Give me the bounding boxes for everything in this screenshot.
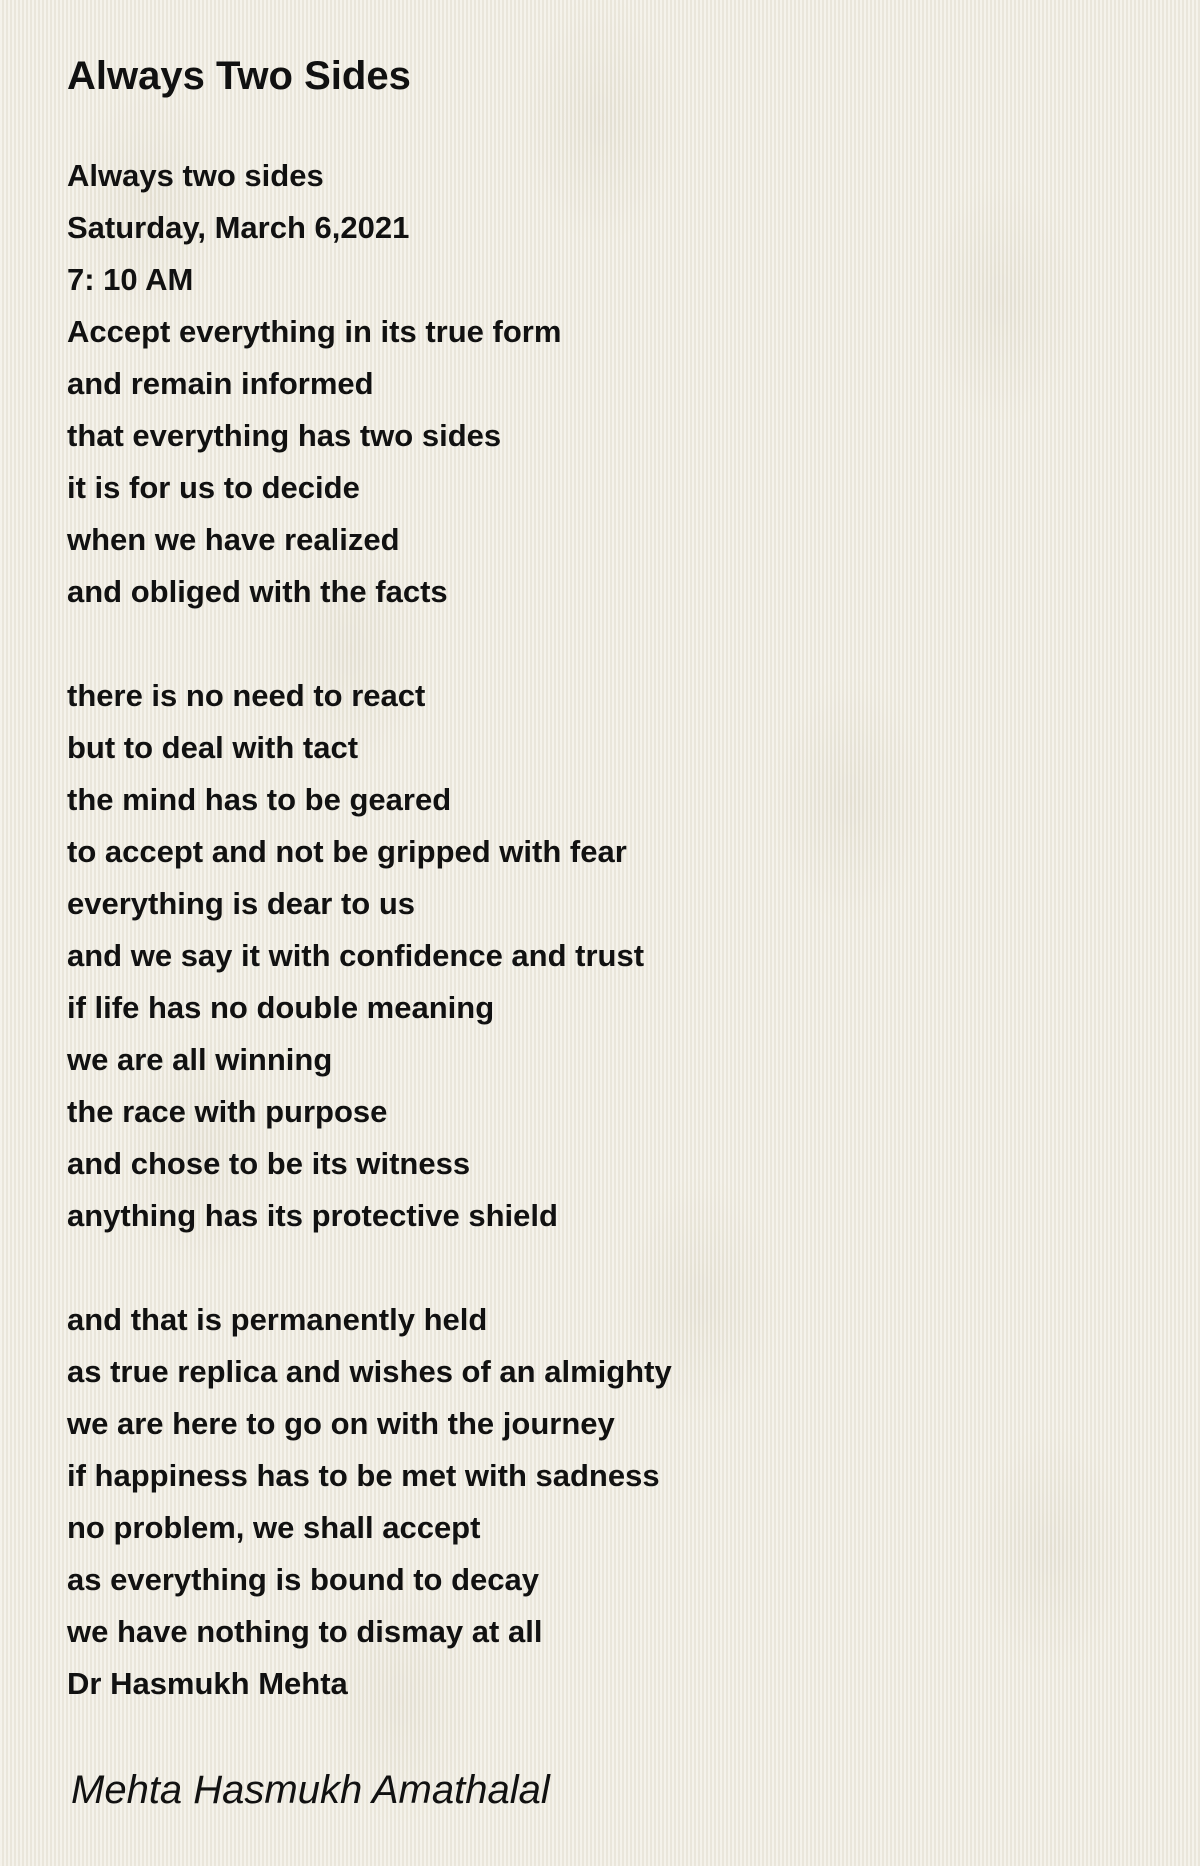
poem-line: we have nothing to dismay at all <box>67 1614 543 1649</box>
poem-line: there is no need to react <box>67 678 426 713</box>
poem-line: to accept and not be gripped with fear <box>67 834 627 869</box>
poem-line: if life has no double meaning <box>67 990 495 1025</box>
poem-line: if happiness has to be met with sadness <box>67 1458 660 1493</box>
poem-line: and obliged with the facts <box>67 574 448 609</box>
stanza-break <box>67 618 672 670</box>
poem-line: and we say it with confidence and trust <box>67 938 645 973</box>
poem-line: everything is dear to us <box>67 886 415 921</box>
poem-signature-line: Dr Hasmukh Mehta <box>67 1666 348 1701</box>
poem-line: Accept everything in its true form <box>67 314 562 349</box>
poem-author: Mehta Hasmukh Amathalal <box>71 1768 550 1812</box>
poem-line: the mind has to be geared <box>67 782 452 817</box>
poem-line: anything has its protective shield <box>67 1198 558 1233</box>
poem-line: and that is permanently held <box>67 1302 488 1337</box>
poem-line: Saturday, March 6,2021 <box>67 210 410 245</box>
poem-body <box>67 150 672 1710</box>
poem-line: the race with purpose <box>67 1094 388 1129</box>
poem-line: and chose to be its witness <box>67 1146 471 1181</box>
poem-line: we are here to go on with the journey <box>67 1406 615 1441</box>
poem-line: and remain informed <box>67 366 374 401</box>
poem-line: no problem, we shall accept <box>67 1510 481 1545</box>
poem-line: as everything is bound to decay <box>67 1562 540 1597</box>
poem-line: 7: 10 AM <box>67 262 194 297</box>
poem-line: when we have realized <box>67 522 400 557</box>
poem-title: Always Two Sides <box>67 54 411 98</box>
stanza-break <box>67 1242 672 1294</box>
poem-line: as true replica and wishes of an almighty <box>67 1354 672 1389</box>
poem-line: it is for us to decide <box>67 470 360 505</box>
poem-line: Always two sides <box>67 158 324 193</box>
poem-line: that everything has two sides <box>67 418 502 453</box>
poem-line: but to deal with tact <box>67 730 359 765</box>
poem-line: we are all winning <box>67 1042 333 1077</box>
